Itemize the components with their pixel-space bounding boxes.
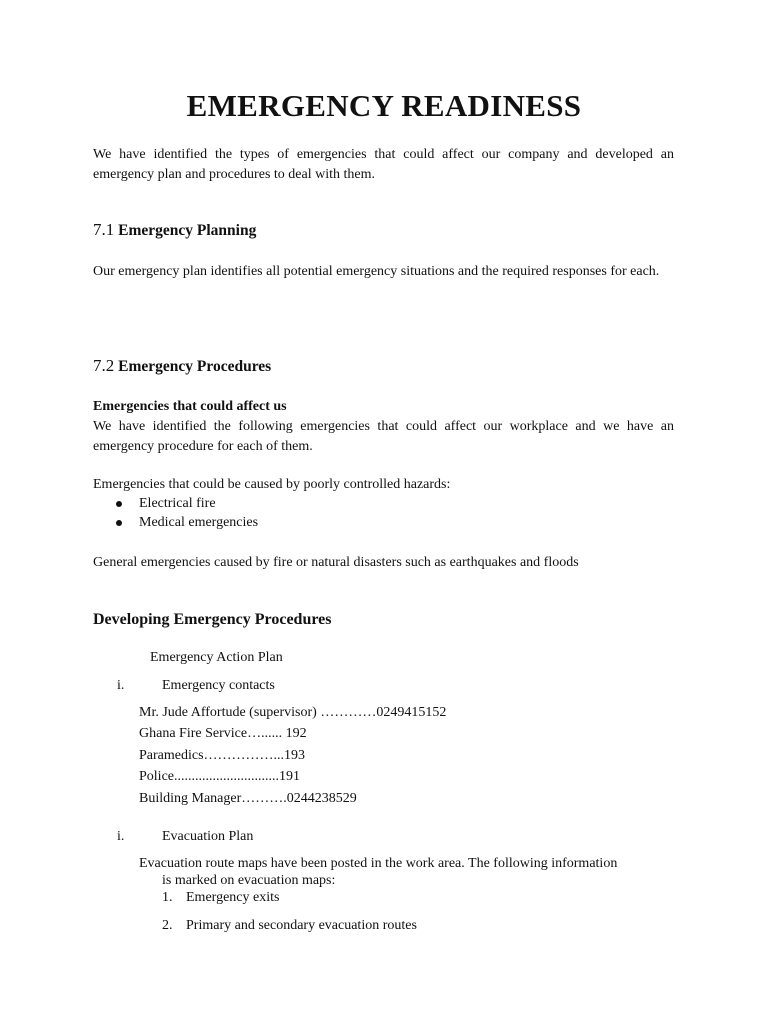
evacuation-heading: Evacuation Plan bbox=[162, 829, 254, 844]
developing-procedures-heading: Developing Emergency Procedures bbox=[93, 611, 332, 628]
contact-line: Ghana Fire Service…...... 192 bbox=[139, 726, 307, 741]
numbered-item: Emergency exits bbox=[186, 890, 280, 905]
list-marker: i. bbox=[117, 678, 125, 693]
action-plan-label: Emergency Action Plan bbox=[150, 650, 283, 665]
page-title: EMERGENCY READINESS bbox=[186, 88, 582, 123]
section-number: 7.1 bbox=[93, 220, 115, 239]
hazards-intro: Emergencies that could be caused by poorly controlled hazards: bbox=[93, 477, 451, 492]
evacuation-text: is marked on evacuation maps: bbox=[162, 873, 336, 888]
list-marker: i. bbox=[117, 829, 125, 844]
section-7-2-body: We have identified the following emergencies that could affect our workplace and we have an emergency procedure for each of them. bbox=[93, 419, 674, 454]
contacts-heading: Emergency contacts bbox=[162, 678, 275, 693]
contact-line: Police..............................191 bbox=[139, 769, 300, 784]
section-title: Emergency Procedures bbox=[118, 358, 272, 375]
bullet-dot bbox=[116, 494, 124, 514]
section-7-2-heading bbox=[93, 356, 271, 377]
numbered-marker: 2. bbox=[162, 918, 173, 933]
bullet-item: Medical emergencies bbox=[139, 515, 259, 530]
section-number: 7.2 bbox=[93, 356, 115, 375]
contact-line: Building Manager……….0244238529 bbox=[139, 791, 357, 806]
contact-line: Paramedics……………...193 bbox=[139, 748, 306, 763]
general-emergencies-text: General emergencies caused by fire or natural disasters such as earthquakes and floods bbox=[93, 555, 579, 570]
section-7-1-heading bbox=[93, 220, 256, 241]
bullet-item: Electrical fire bbox=[139, 496, 216, 511]
subheading-emergencies: Emergencies that could affect us bbox=[93, 399, 287, 414]
section-7-1-body: Our emergency plan identifies all potential emergency situations and the required responses for each. bbox=[93, 264, 660, 279]
bullet-dot bbox=[116, 513, 124, 533]
numbered-item: Primary and secondary evacuation routes bbox=[186, 918, 417, 933]
intro-paragraph: We have identified the types of emergencies that could affect our company and developed an emergency plan and procedures to deal with them. bbox=[93, 147, 674, 182]
section-title: Emergency Planning bbox=[118, 222, 257, 239]
contact-line: Mr. Jude Affortude (supervisor) …………0249415152 bbox=[139, 705, 447, 720]
numbered-marker: 1. bbox=[162, 890, 173, 905]
evacuation-text: Evacuation route maps have been posted in the work area. The following information bbox=[139, 856, 618, 871]
